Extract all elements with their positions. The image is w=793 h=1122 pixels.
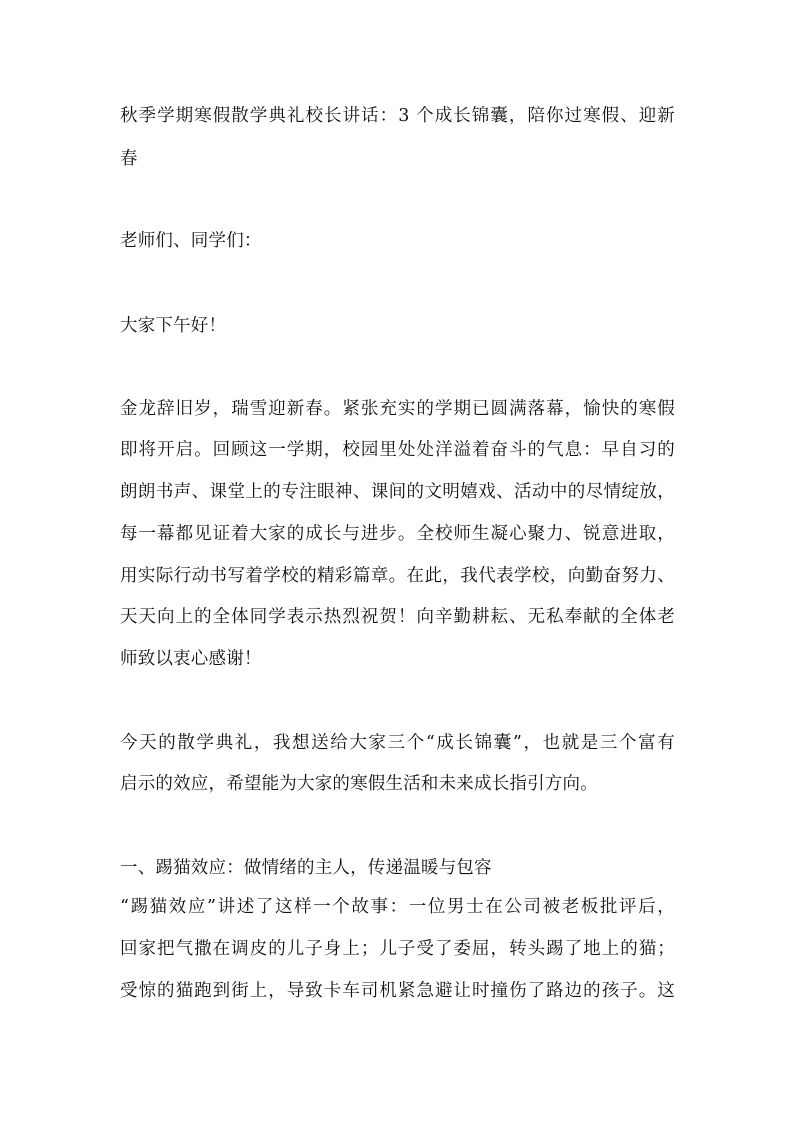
section-1-heading: 一、踢猫效应：做情绪的主人，传递温暖与包容 xyxy=(120,858,492,878)
paragraph-1-line-1: 金龙辞旧岁，瑞雪迎新春。紧张充实的学期已圆满落幕，愉快的寒假 xyxy=(120,399,675,419)
salutation: 老师们、同学们： xyxy=(120,231,262,251)
paragraph-1-line-5: 用实际行动书写着学校的精彩篇章。在此，我代表学校，向勤奋努力、 xyxy=(120,566,675,586)
paragraph-3-line-2: 回家把气撒在调皮的儿子身上；儿子受了委屈，转头踢了地上的猫； xyxy=(120,939,675,959)
paragraph-1-line-2: 即将开启。回顾这一学期，校园里处处洋溢着奋斗的气息：早自习的 xyxy=(120,440,675,460)
paragraph-2-line-2: 启示的效应，希望能为大家的寒假生活和未来成长指引方向。 xyxy=(120,774,598,794)
paragraph-1-line-7: 师致以衷心感谢！ xyxy=(120,649,262,669)
paragraph-3-line-1: “踢猫效应”讲述了这样一个故事：一位男士在公司被老板批评后， xyxy=(120,897,675,917)
paragraph-3-line-3: 受惊的猫跑到街上，导致卡车司机紧急避让时撞伤了路边的孩子。这 xyxy=(120,981,675,1001)
paragraph-1-line-4: 每一幕都见证着大家的成长与进步。全校师生凝心聚力、锐意进取， xyxy=(120,524,675,544)
paragraph-2-line-1: 今天的散学典礼，我想送给大家三个“成长锦囊”，也就是三个富有 xyxy=(120,733,675,753)
title-line-2: 春 xyxy=(120,149,138,169)
title-line-1: 秋季学期寒假散学典礼校长讲话：3 个成长锦囊，陪你过寒假、迎新 xyxy=(120,106,675,126)
greeting: 大家下午好！ xyxy=(120,316,227,336)
paragraph-1-line-3: 朗朗书声、课堂上的专注眼神、课间的文明嬉戏、活动中的尽情绽放， xyxy=(120,482,675,502)
paragraph-1-line-6: 天天向上的全体同学表示热烈祝贺！向辛勤耕耘、无私奉献的全体老 xyxy=(120,607,675,627)
